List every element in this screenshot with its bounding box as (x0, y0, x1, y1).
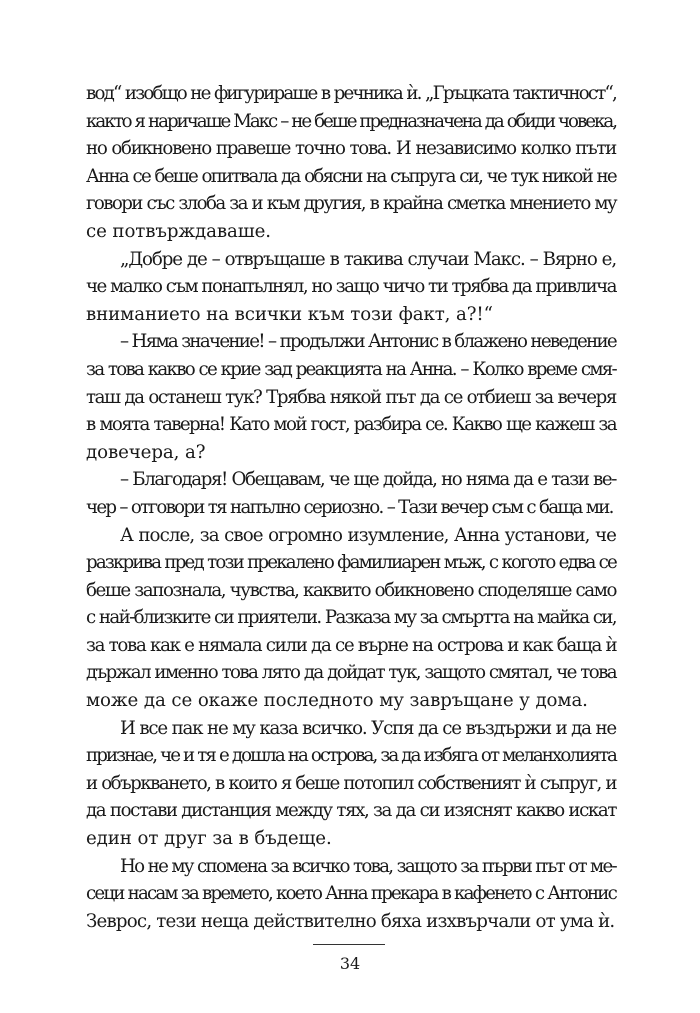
text-line: – Няма значение! – продължи Антонис в блажено неведение (120, 331, 616, 353)
text-line: беше запознала, чувства, каквито обикновено споделяше само (86, 579, 616, 601)
text-line: вод“ изобщо не фигурираше в речника ѝ. „Гръцката тактичност“, (86, 83, 616, 104)
text-line: вниманието на всички към този факт, а?!“ (86, 303, 493, 325)
text-line: довечера, а? (86, 441, 206, 463)
text-line: да постави дистанция между тях, за да си изяснят какво искат (86, 800, 616, 822)
text-line: може да се окаже последното му завръщане у дома. (86, 690, 588, 712)
text-line: – Благодаря! Обещавам, че ще дойда, но няма да е тази ве- (120, 469, 616, 491)
text-line: Но не му спомена за всичко това, защото за първи път от ме- (120, 855, 616, 877)
text-line: Зеврос, тези неща действително бяха изхвърчали от ума ѝ. (86, 910, 615, 932)
body-text (86, 80, 616, 935)
text-line: за това как е нямала сили да се върне на острова и как баща ѝ (86, 634, 617, 656)
text-line: А после, за свое огромно изумление, Анна установи, че (120, 524, 616, 546)
text-line: говори със злоба за и към другия, в крайна сметка мнението му (86, 193, 616, 215)
text-line: „Добре де – отвръщаше в такива случаи Макс. – Вярно е, (120, 248, 616, 270)
text-line: един от друг за в бъдеще. (86, 828, 332, 850)
text-line: Анна се беше опитвала да обясни на съпруга си, че тук никой не (86, 165, 616, 187)
text-line: таш да останеш тук? Трябва някой път да се отбиеш за вечеря (86, 386, 616, 408)
text-line: с най-близките си приятели. Разказа му за смъртта на майка си, (86, 607, 616, 629)
text-line: И все пак не му каза всичко. Успя да се въздържи и да не (120, 717, 616, 739)
text-line: признае, че и тя е дошла на острова, за да избяга от меланхолията (86, 745, 616, 767)
text-line: за това какво се крие зад реакцията на Анна. – Колко време смя- (86, 358, 616, 380)
text-line: и объркването, в които я беше потопил собственият ѝ съпруг, и (86, 772, 616, 794)
text-line: се потвърждаваше. (86, 220, 271, 242)
text-line: както я наричаше Макс – не беше предназначена да обиди човека, (86, 110, 616, 132)
text-line: чер – отговори тя напълно сериозно. – Тази вечер съм с баща ми. (86, 496, 613, 518)
text-line: разкрива пред този прекалено фамилиарен мъж, с когото едва се (86, 552, 616, 574)
footer-divider (313, 944, 385, 945)
text-line: държал именно това лято да дойдат тук, защото смятал, че това (86, 662, 616, 684)
text-line: в моята таверна! Като мой гост, разбира се. Какво ще кажеш за (86, 414, 616, 436)
text-line: но обикновено правеше точно това. И независимо колко пъти (86, 138, 616, 160)
page-number: 34 (339, 954, 361, 973)
text-line: сеци насам за времето, което Анна прекара в кафенето с Антонис (86, 883, 616, 905)
text-line: че малко съм понапълнял, но защо чичо ти трябва да привлича (86, 276, 616, 298)
